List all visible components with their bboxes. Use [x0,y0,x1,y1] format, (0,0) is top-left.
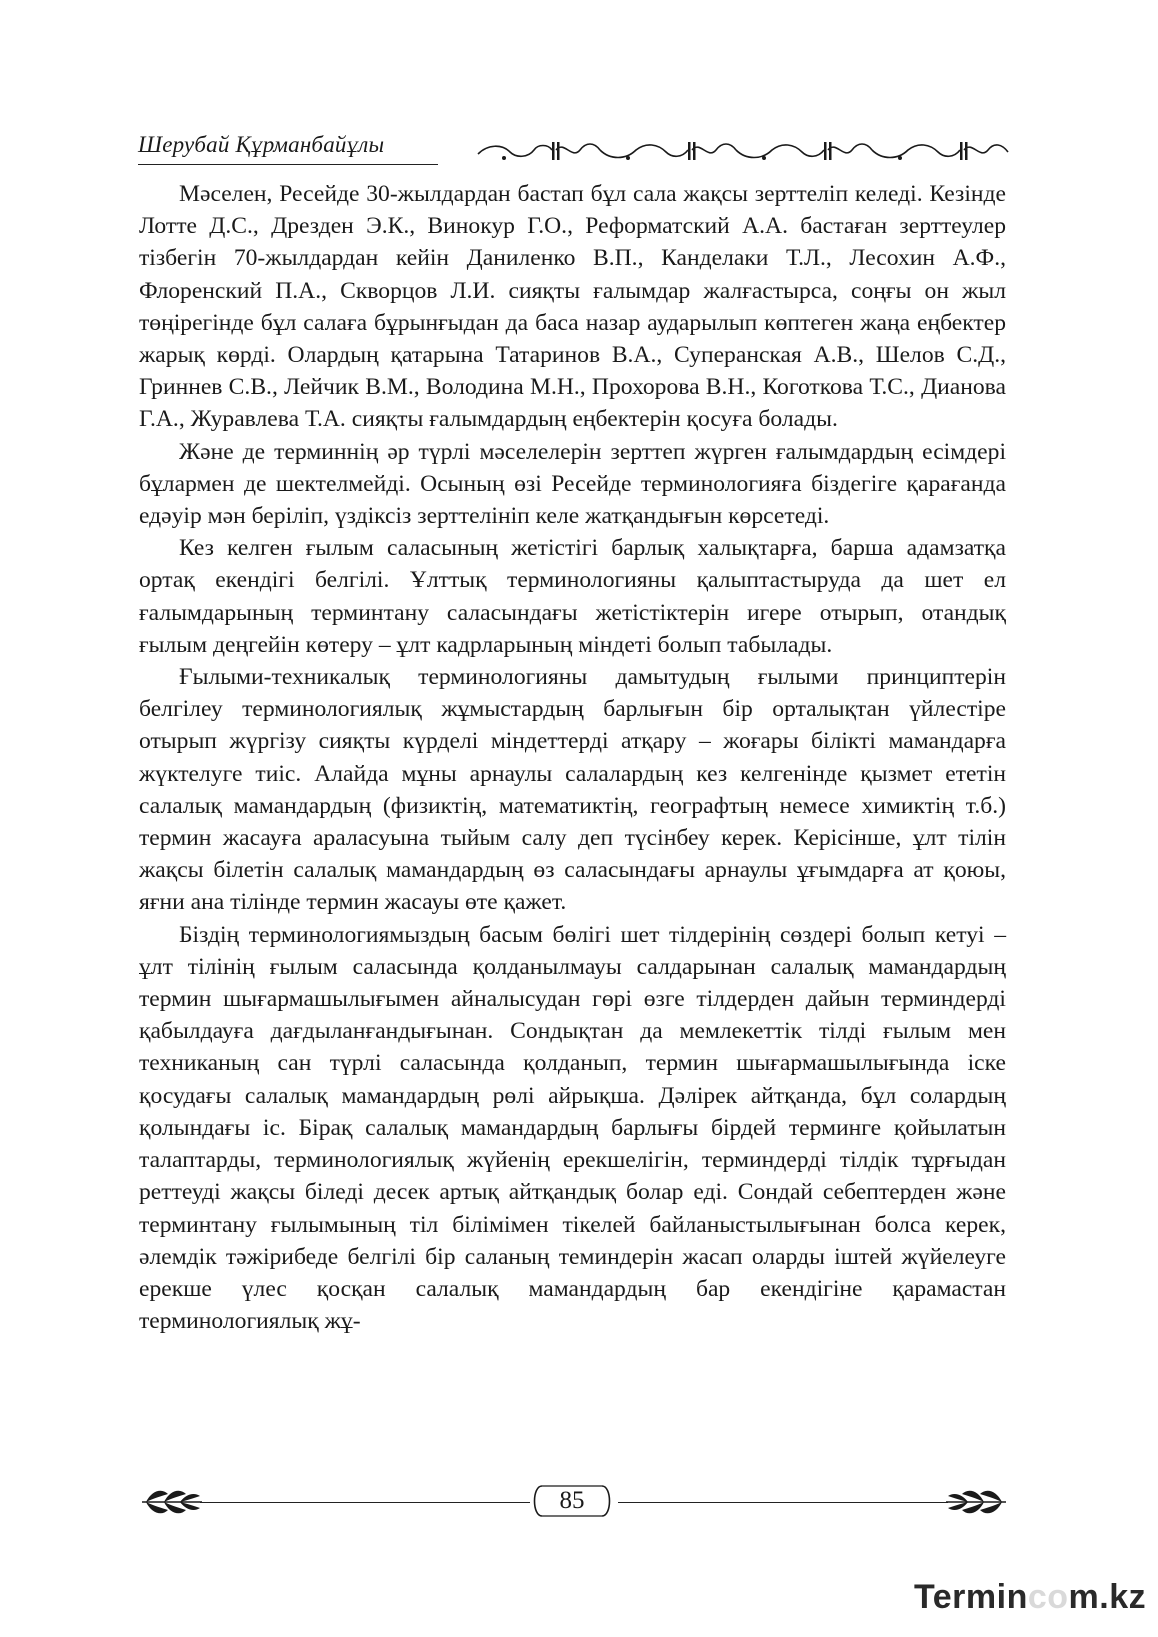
watermark-part-4: o [1047,1578,1069,1616]
footer-rule-left [200,1502,530,1503]
paragraph-4: Ғылыми-техникалық терминологияны дамытудың ғылыми принциптерін белгілеу терминологиялық жұмыстардың барлығын бір орталықтан үйлестіре отырып жүргізу сияқты күрделі міндеттерді атқару – жоғары білікті мамандарға жүктелуге тиіс. Алайда мұны арнаулы салалардың кез келгенінде қызмет ететін салалық мамандардың (физиктің, математиктің, географтың немесе химиктің т.б.) термин жасауға араласуына тыйым салу деп түсінбеу керек. Керісінше, ұлт тілін жақсы білетін салалық мамандардың өз саласындағы арнаулы ұғымдарға ат қоюы, яғни ана тілінде термин жасауы өте қажет. [139,664,1006,916]
paragraph-1: Мәселен, Ресейде 30-жылдардан бастап бұл сала жақсы зерттеліп келеді. Кезінде Лотте Д.С., Дрезден Э.К., Винокур Г.О., Реформатский А.А. бастаған зерттеулер тізбегін 70-жылдардан кейін Даниленко В.П., Канделаки Т.Л., Лесохин А.Ф., Флоренский П.А., Скворцов Л.И. сияқты ғалымдар жалғастырса, соңғы он жыл төңірегінде бұл салаға бұрынғыдан да баса назар аударылып көптеген жаңа еңбектер жарық көрді. Олардың қатарына Татаринов В.А., Суперанская А.В., Шелов С.Д., Гриннев С.В., Лейчик В.М., Володина М.Н., Прохорова В.Н., Коготкова Т.С., Дианова Г.А., Журавлева Т.А. сияқты ғалымдардың еңбектерін қосуға болады. [139,181,1006,433]
watermark-part-3: c [1027,1578,1048,1616]
watermark [914,1578,1146,1617]
page-number: 85 [559,1487,585,1514]
page-number-frame [530,1482,614,1520]
leaf-ornament-right-icon [946,1484,1010,1520]
footer-rule-right [618,1502,948,1503]
watermark-part-1: T [914,1578,933,1616]
body-text [139,178,1006,1337]
page-footer [138,1478,1010,1528]
paragraph-2: Және де терминнің әр түрлі мәселелерін зерттеп жүрген ғалымдардың есімдері бұлармен де шектелмейді. Осының өзі Ресейде терминологияға біздегіге қарағанда едәуір мән беріліп, үздіксіз зерттелініп келе жатқандығын көрсетеді. [139,438,1006,530]
header-author: Шерубай Құрманбайұлы [138,132,385,157]
watermark-part-2: ermin [932,1578,1028,1616]
running-header [138,132,1010,168]
paragraph-3: Кез келген ғылым саласының жетістігі барлық халықтарға, барша адамзатқа ортақ екендігі белгілі. Ұлттық терминологияны қалыптастыруда да шет ел ғалымдарының терминтану саласындағы жетістіктерін игере отырып, отандық ғылым деңгейін көтеру – ұлт кадрларының міндеті болып табылады. [139,535,1006,658]
header-rule [138,164,438,165]
paragraph-5: Біздің терминологиямыздың басым бөлігі шет тілдерінің сөздері болып кетуі – ұлт тілінің ғылым саласында қолданылмауы салдарынан салалық мамандардың термин шығармашылығымен айналысудан гөрі өзге тілдерден дайын терминдерді қабылдауға дағдыланғандығынан. Сондықтан да мемлекеттік тілді ғылым мен техниканың сан түрлі саласында қолданып, термин шығармашылығында іске қосудағы салалық мамандардың рөлі айрықша. Дәлірек айтқанда, бұл солардың қолындағы іс. Бірақ салалық мамандардың барлығы бірдей терминге қойылатын талаптарды, терминологиялық жүйенің ерекшелігін, терминдерді тілдік тұрғыдан реттеуді жақсы біледі десек артық айтқандық болар еді. Сондай себептерден және терминтану ғылымының тіл білімімен тікелей байланыстылығынан болса керек, әлемдік тәжірибеде белгілі бір саланың теминдерін жасап оларды іштей жүйелеуге ерекше үлес қосқан салалық мамандардың бар екендігіне қарамастан терминологиялық жұ- [139,921,1006,1335]
leaf-ornament-left-icon [138,1484,202,1520]
watermark-part-5: m.kz [1068,1578,1147,1616]
header-ornament-icon [476,136,1010,166]
